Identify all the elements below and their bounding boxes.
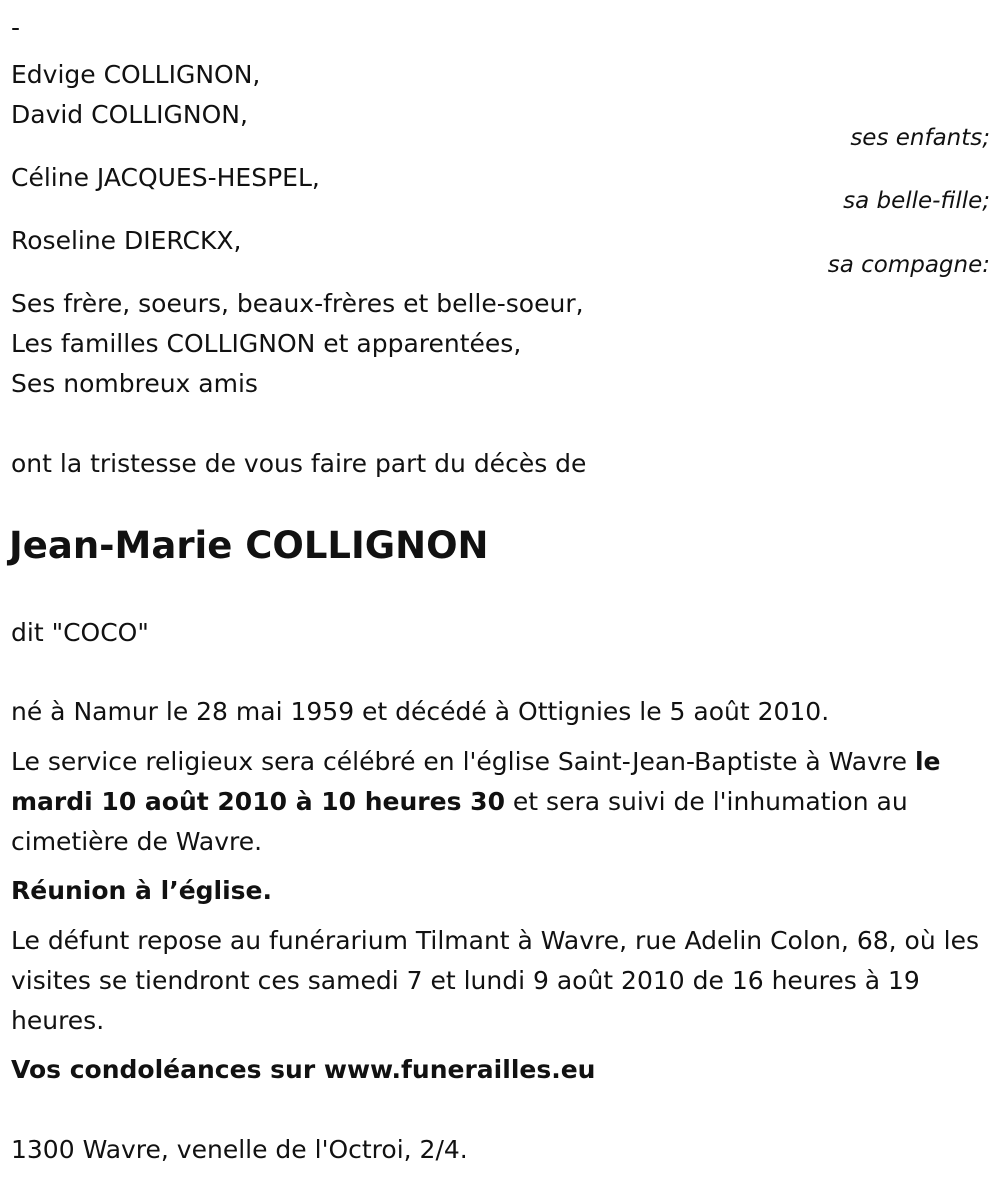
nickname: dit "COCO" <box>11 618 149 647</box>
children-role: ses enfants; <box>850 125 990 151</box>
daughter-in-law-role: sa belle-fille; <box>843 188 990 214</box>
companion-name: Roseline DIERCKX, <box>11 226 242 255</box>
rest-paragraph: Le défunt repose au funérarium Tilmant à Wavre, rue Adelin Colon, 68, où les visites se tiendront ces samedi 7 et lundi 9 août 2010 de 16 heures à 19 heures. <box>11 926 979 1035</box>
family-line-2: Les familles COLLIGNON et apparentées, <box>11 329 522 358</box>
condolences-note: Vos condoléances sur www.funerailles.eu <box>11 1055 596 1084</box>
family-line-3: Ses nombreux amis <box>11 369 258 398</box>
companion-role: sa compagne: <box>827 252 990 278</box>
family-line-1: Ses frère, soeurs, beaux-frères et belle-soeur, <box>11 289 584 318</box>
child-name-1: Edvige COLLIGNON, <box>11 60 261 89</box>
top-marker: - <box>11 13 21 42</box>
deceased-name: Jean-Marie COLLIGNON <box>9 524 489 567</box>
child-name-2: David COLLIGNON, <box>11 100 248 129</box>
address: 1300 Wavre, venelle de l'Octroi, 2/4. <box>11 1135 468 1164</box>
service-date: le mardi 10 août 2010 à 10 heures 30 <box>11 747 941 816</box>
birth-death: né à Namur le 28 mai 1959 et décédé à Ottignies le 5 août 2010. <box>11 697 830 726</box>
daughter-in-law-name: Céline JACQUES-HESPEL, <box>11 163 320 192</box>
service-outro: et sera suivi de l'inhumation au cimetière de Wavre. <box>11 787 908 856</box>
meeting-note: Réunion à l’église. <box>11 876 273 905</box>
announcement: ont la tristesse de vous faire part du décès de <box>11 449 587 478</box>
service-paragraph <box>11 742 991 862</box>
service-intro: Le service religieux sera célébré en l'église Saint-Jean-Baptiste à Wavre <box>11 747 915 776</box>
